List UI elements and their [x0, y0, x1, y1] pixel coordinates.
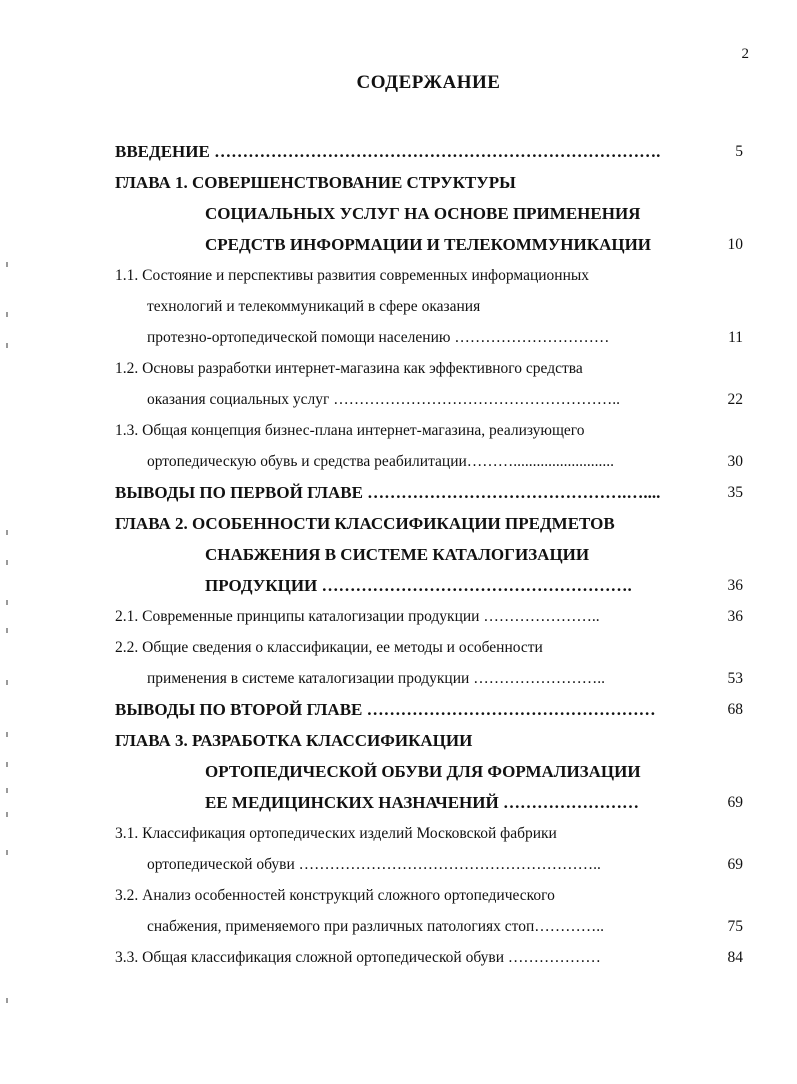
scan-mark — [6, 560, 8, 565]
toc-line — [0, 849, 797, 880]
toc-line-text: 1.2. Основы разработки интернет-магазина как эффективного средства — [115, 360, 583, 377]
toc-entry — [0, 508, 797, 601]
scan-mark — [6, 312, 8, 317]
toc-line-text: ПРОДУКЦИИ ………………………………………………. — [205, 576, 632, 595]
scan-mark — [6, 732, 8, 737]
toc-line — [0, 601, 797, 632]
toc-line — [0, 229, 797, 260]
toc-line — [0, 694, 797, 725]
toc-line — [0, 415, 797, 446]
toc-page-number: 36 — [727, 608, 743, 625]
toc-entry — [0, 601, 797, 632]
toc-entry — [0, 353, 797, 415]
toc-line-text: ГЛАВА 1. СОВЕРШЕНСТВОВАНИЕ СТРУКТУРЫ — [115, 173, 516, 192]
toc-page-number: 10 — [727, 236, 743, 253]
toc-line — [0, 508, 797, 539]
toc-line — [0, 291, 797, 322]
toc-line-text: снабжения, применяемого при различных патологиях стоп………….. — [147, 918, 605, 935]
toc-line — [0, 260, 797, 291]
toc-line-text: 2.2. Общие сведения о классификации, ее методы и особенности — [115, 639, 543, 656]
toc-page-number: 68 — [727, 701, 743, 718]
toc-line — [0, 446, 797, 477]
toc-line-text: протезно-ортопедической помощи населению ………………………… — [147, 329, 610, 346]
toc-line — [0, 167, 797, 198]
toc-line — [0, 756, 797, 787]
toc-entry — [0, 415, 797, 477]
toc-entry — [0, 167, 797, 260]
toc-line — [0, 942, 797, 973]
toc-entry — [0, 725, 797, 818]
toc-line — [0, 198, 797, 229]
scan-mark — [6, 850, 8, 855]
toc-line-text: СОЦИАЛЬНЫХ УСЛУГ НА ОСНОВЕ ПРИМЕНЕНИЯ — [205, 204, 641, 223]
toc-line-text: ГЛАВА 3. РАЗРАБОТКА КЛАССИФИКАЦИИ — [115, 731, 473, 750]
scan-mark — [6, 762, 8, 767]
toc-line-text: 1.1. Состояние и перспективы развития современных информационных — [115, 267, 590, 284]
toc-line-text: СНАБЖЕНИЯ В СИСТЕМЕ КАТАЛОГИЗАЦИИ — [205, 545, 590, 564]
page-number: 2 — [741, 46, 749, 62]
toc-entry — [0, 477, 797, 508]
scan-mark — [6, 628, 8, 633]
toc-line-text: ортопедической обуви ………………………………………………….. — [147, 856, 601, 873]
toc-entry — [0, 694, 797, 725]
toc-line — [0, 911, 797, 942]
toc-line — [0, 725, 797, 756]
toc-page-number: 30 — [727, 453, 743, 470]
toc-line-text: ОРТОПЕДИЧЕСКОЙ ОБУВИ ДЛЯ ФОРМАЛИЗАЦИИ — [205, 762, 641, 781]
toc-line — [0, 322, 797, 353]
scan-mark — [6, 262, 8, 267]
toc-page-number: 11 — [728, 329, 743, 346]
toc-line — [0, 570, 797, 601]
toc-entry — [0, 136, 797, 167]
toc-line — [0, 787, 797, 818]
toc-page-number: 22 — [727, 391, 743, 408]
toc-line-text: ГЛАВА 2. ОСОБЕННОСТИ КЛАССИФИКАЦИИ ПРЕДМЕТОВ — [115, 514, 615, 533]
toc-page-number: 53 — [727, 670, 743, 687]
scan-mark — [6, 530, 8, 535]
toc-entry — [0, 818, 797, 880]
toc-page-number: 75 — [727, 918, 743, 935]
toc-line-text: 1.3. Общая концепция бизнес-плана интернет-магазина, реализующего — [115, 422, 585, 439]
scan-mark — [6, 788, 8, 793]
toc-line-text: 2.1. Современные принципы каталогизации продукции ………………….. — [115, 608, 600, 625]
toc-line — [0, 539, 797, 570]
toc-line-text: применения в системе каталогизации продукции …………………….. — [147, 670, 605, 687]
toc-page-number: 84 — [727, 949, 743, 966]
toc-line-text: ЕЕ МЕДИЦИНСКИХ НАЗНАЧЕНИЙ …………………… — [205, 793, 639, 812]
toc-page-number: 5 — [735, 143, 743, 160]
toc-line-text: ВЫВОДЫ ПО ПЕРВОЙ ГЛАВЕ ……………………………………….….... — [115, 483, 661, 502]
toc-line — [0, 818, 797, 849]
toc-line-text: 3.2. Анализ особенностей конструкций сложного ортопедического — [115, 887, 555, 904]
toc-line — [0, 663, 797, 694]
toc-page-number: 36 — [727, 577, 743, 594]
toc-line-text: оказания социальных услуг ……………………………………………….. — [147, 391, 620, 408]
toc-line-text: ортопедическую обувь и средства реабилитации……….......................... — [147, 453, 615, 470]
page-title: СОДЕРЖАНИЕ — [356, 72, 501, 93]
toc-line — [0, 384, 797, 415]
table-of-contents — [0, 136, 797, 973]
scan-mark — [6, 343, 8, 348]
toc-line — [0, 632, 797, 663]
toc-page-number: 35 — [727, 484, 743, 501]
toc-page-number: 69 — [727, 856, 743, 873]
toc-entry — [0, 942, 797, 973]
toc-line — [0, 136, 797, 167]
toc-entry — [0, 880, 797, 942]
toc-line-text: технологий и телекоммуникаций в сфере оказания — [147, 298, 481, 315]
scan-mark — [6, 680, 8, 685]
toc-line — [0, 353, 797, 384]
toc-line-text: 3.3. Общая классификация сложной ортопедической обуви ……………… — [115, 949, 601, 966]
scan-mark — [6, 998, 8, 1003]
toc-entry — [0, 260, 797, 353]
toc-line-text: ВЫВОДЫ ПО ВТОРОЙ ГЛАВЕ …………………………………………… — [115, 700, 656, 719]
toc-line — [0, 880, 797, 911]
toc-line-text: ВВЕДЕНИЕ ……………………………………………………………………. — [115, 142, 661, 161]
toc-page-number: 69 — [727, 794, 743, 811]
toc-line-text: 3.1. Классификация ортопедических изделий Московской фабрики — [115, 825, 557, 842]
toc-line — [0, 477, 797, 508]
toc-entry — [0, 632, 797, 694]
scan-mark — [6, 600, 8, 605]
toc-line-text: СРЕДСТВ ИНФОРМАЦИИ И ТЕЛЕКОММУНИКАЦИИ — [205, 235, 652, 254]
scan-mark — [6, 812, 8, 817]
